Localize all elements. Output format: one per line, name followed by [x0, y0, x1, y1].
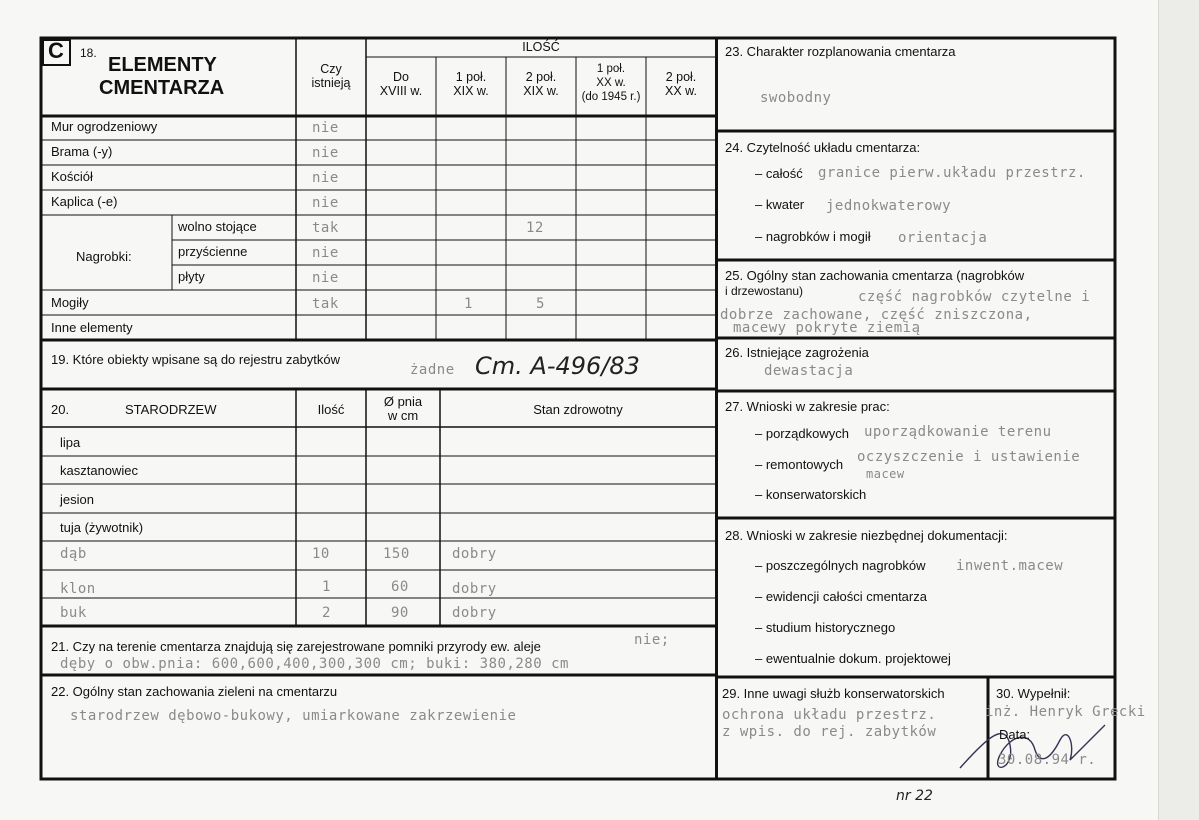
exists-value: nie — [312, 170, 339, 186]
s28-item-label: – ewentualnie dokum. projektowej — [755, 651, 951, 666]
exists-value: tak — [312, 220, 339, 236]
s25-label-2: i drzewostanu) — [725, 284, 804, 298]
tree-name: klon — [60, 581, 96, 597]
s20-health-header: Stan zdrowotny — [533, 402, 623, 417]
tree-label: kasztanowiec — [60, 463, 139, 478]
s27-item-value: oczyszczenie i ustawienie — [857, 449, 1081, 465]
s19-handwritten: Cm. A-496/83 — [475, 352, 640, 380]
s30-label: 30. Wypełnił: — [996, 686, 1071, 701]
tree-label: tuja (żywotnik) — [60, 520, 144, 535]
s24-label: 24. Czytelność układu cmentarza: — [725, 140, 921, 155]
s20-title: STARODRZEW — [125, 402, 217, 417]
tree-health: dobry — [452, 546, 497, 562]
exists-value: nie — [312, 245, 339, 261]
s25-label-1: 25. Ogólny stan zachowania cmentarza (nagrobków — [725, 268, 1025, 283]
s26-value: dewastacja — [764, 363, 854, 379]
row-label: Kościół — [51, 169, 93, 184]
nagrobki-label: Nagrobki: — [76, 249, 132, 264]
s25-value-1: część nagrobków czytelne i — [858, 289, 1091, 305]
tree-name: dąb — [60, 546, 87, 562]
s27-item-label: – konserwatorskich — [755, 487, 867, 502]
period-header-1: Do XVIII w. — [379, 70, 423, 98]
exists-value: nie — [312, 145, 339, 161]
s30-date-label: Data: — [999, 727, 1031, 742]
row-label: Kaplica (-e) — [51, 194, 118, 209]
s24-item-label: – całość — [755, 166, 803, 181]
period-header-4: 1 poł. XX w. (do 1945 r.) — [581, 63, 641, 103]
s30-author: inż. Henryk Grecki — [985, 704, 1146, 720]
count-value: 5 — [536, 296, 545, 312]
period-header-5: 2 poł. XX w. — [665, 70, 697, 98]
s21-value-1: nie; — [634, 632, 670, 648]
s24-item-value: jednokwaterowy — [826, 198, 952, 214]
exists-value: nie — [312, 120, 339, 136]
exists-value: nie — [312, 195, 339, 211]
s27-item-label: – porządkowych — [755, 426, 849, 441]
s29-label: 29. Inne uwagi służb konserwatorskich — [722, 686, 945, 701]
row-label: Brama (-y) — [51, 144, 113, 159]
s27-item-value-b: macew — [866, 467, 905, 481]
s18-number: 18. — [80, 46, 97, 60]
tree-name: buk — [60, 605, 87, 621]
s20-diam-header: Ø pnia w cm — [383, 394, 423, 423]
s22-value: starodrzew dębowo-bukowy, umiarkowane zakrzewienie — [70, 708, 517, 724]
row-label: Inne elementy — [51, 320, 133, 335]
s28-item-value: inwent.macew — [956, 558, 1064, 574]
s21-label: 21. Czy na terenie cmentarza znajdują się zarejestrowane pomniki przyrody ew. aleje — [51, 639, 541, 654]
row-label: płyty — [178, 269, 205, 284]
s27-label: 27. Wnioski w zakresie prac: — [725, 399, 890, 414]
tree-diam: 90 — [391, 605, 409, 621]
row-label: przyścienne — [178, 244, 248, 259]
s24-item-value: granice pierw.układu przestrz. — [818, 165, 1086, 181]
section-letter: C — [48, 38, 64, 63]
s28-item-label: – poszczególnych nagrobków — [755, 558, 926, 573]
tree-diam: 60 — [391, 579, 409, 595]
tree-health: dobry — [452, 605, 497, 621]
s24-item-label: – kwater — [755, 197, 805, 212]
s27-item-value: uporządkowanie terenu — [864, 424, 1052, 440]
s23-value: swobodny — [760, 90, 832, 106]
tree-qty: 2 — [322, 605, 331, 621]
s23-label: 23. Charakter rozplanowania cmentarza — [725, 44, 956, 59]
s22-label: 22. Ogólny stan zachowania zieleni na cmentarzu — [51, 684, 338, 699]
s19-label: 19. Które obiekty wpisane są do rejestru zabytków — [51, 352, 341, 367]
col-exists-header: Czy istnieją — [311, 62, 351, 90]
row-label: wolno stojące — [178, 219, 257, 234]
tree-health: dobry — [452, 581, 497, 597]
count-value: 12 — [526, 220, 544, 236]
s24-item-label: – nagrobków i mogił — [755, 229, 871, 244]
s18-title-1: ELEMENTY — [108, 54, 217, 76]
ilosc-header: ILOŚĆ — [522, 40, 560, 54]
s19-value: żadne — [410, 362, 455, 378]
exists-value: nie — [312, 270, 339, 286]
tree-qty: 10 — [312, 546, 330, 562]
period-header-3: 2 poł. XIX w. — [523, 70, 559, 98]
s28-item-label: – ewidencji całości cmentarza — [755, 589, 927, 604]
tree-label: jesion — [60, 492, 94, 507]
footer-mark: nr 22 — [896, 788, 933, 804]
row-label: Mur ogrodzeniowy — [51, 119, 158, 134]
s25-value-2: dobrze zachowane, część zniszczona, — [720, 307, 1033, 323]
s30-date: 30.08.94 r. — [998, 752, 1097, 768]
s28-item-label: – studium historycznego — [755, 620, 896, 635]
s21-value-2: dęby o obw.pnia: 600,600,400,300,300 cm; buki: 380,280 cm — [60, 656, 569, 672]
s25-value-3: macewy pokryte ziemią — [733, 320, 921, 336]
tree-diam: 150 — [383, 546, 410, 562]
s24-item-value: orientacja — [898, 230, 988, 246]
exists-value: tak — [312, 296, 339, 312]
s29-value-1: ochrona układu przestrz. — [722, 707, 937, 723]
s28-label: 28. Wnioski w zakresie niezbędnej dokumentacji: — [725, 528, 1008, 543]
s26-label: 26. Istniejące zagrożenia — [725, 345, 869, 360]
tree-label: lipa — [60, 435, 81, 450]
period-header-2: 1 poł. XIX w. — [453, 70, 489, 98]
s20-number: 20. — [51, 402, 70, 417]
tree-qty: 1 — [322, 579, 331, 595]
s18-title-2: CMENTARZA — [99, 77, 225, 99]
row-label: Mogiły — [51, 295, 89, 310]
count-value: 1 — [464, 296, 473, 312]
s29-value-2: z wpis. do rej. zabytków — [722, 724, 937, 740]
s27-item-label: – remontowych — [755, 457, 844, 472]
s20-qty-header: Ilość — [317, 402, 345, 417]
